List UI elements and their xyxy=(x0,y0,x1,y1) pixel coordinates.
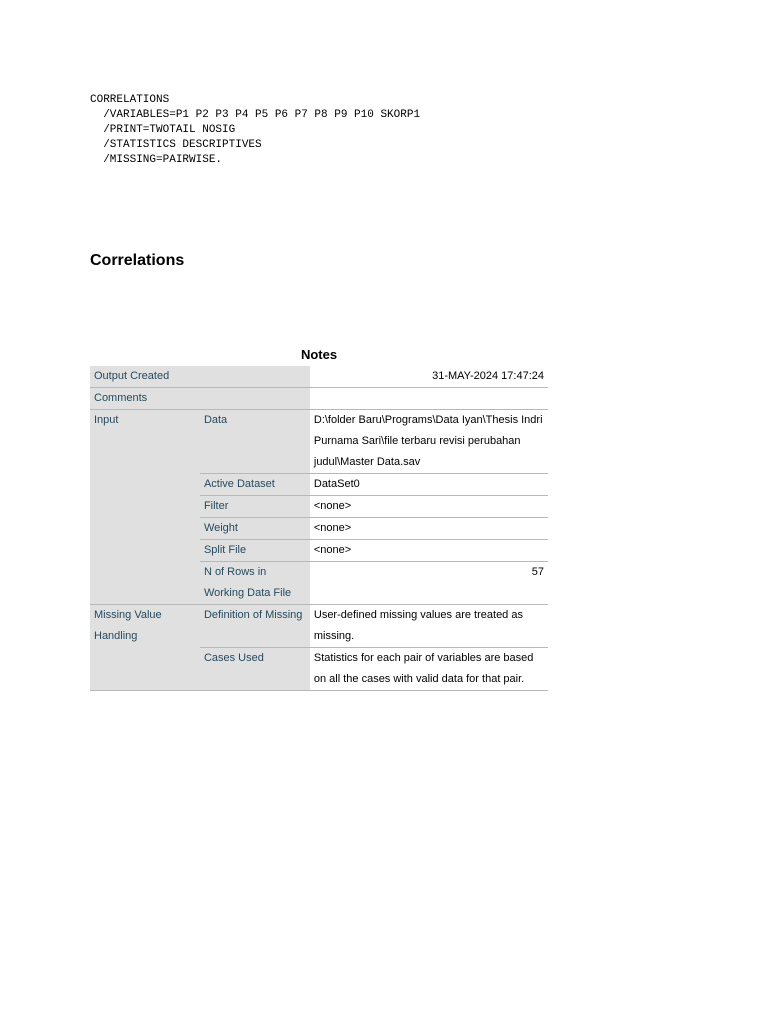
syntax-block xyxy=(90,93,420,168)
row-label-input: Input xyxy=(90,410,200,605)
row-label-definition-of-missing: Definition of Missing xyxy=(200,605,310,648)
table-row xyxy=(90,388,548,410)
value-comments xyxy=(310,388,548,410)
syntax-line: /MISSING=PAIRWISE. xyxy=(90,154,223,166)
row-label-active-dataset: Active Dataset xyxy=(200,474,310,496)
value-cases-used: Statistics for each pair of variables are based on all the cases with valid data for that pair. xyxy=(310,648,548,691)
section-heading: Correlations xyxy=(90,252,185,269)
value-active-dataset: DataSet0 xyxy=(310,474,548,496)
table-row xyxy=(90,366,548,388)
value-definition-of-missing: User-defined missing values are treated as missing. xyxy=(310,605,548,648)
row-label-data: Data xyxy=(200,410,310,474)
table-row xyxy=(90,605,548,648)
row-label-split-file: Split File xyxy=(200,540,310,562)
value-n-rows: 57 xyxy=(310,562,548,605)
value-data: D:\folder Baru\Programs\Data Iyan\Thesis Indri Purnama Sari\file terbaru revisi perubahan judul\Master Data.sav xyxy=(310,410,548,474)
row-label-missing-value-handling: Missing Value Handling xyxy=(90,605,200,691)
notes-table xyxy=(90,366,548,691)
notes-table-title: Notes xyxy=(300,347,338,362)
row-label-cases-used: Cases Used xyxy=(200,648,310,691)
value-split-file: <none> xyxy=(310,540,548,562)
value-output-created: 31-MAY-2024 17:47:24 xyxy=(310,366,548,388)
row-label-comments: Comments xyxy=(90,388,310,410)
value-filter: <none> xyxy=(310,496,548,518)
row-label-output-created: Output Created xyxy=(90,366,310,388)
row-label-n-rows: N of Rows in Working Data File xyxy=(200,562,310,605)
syntax-line: /STATISTICS DESCRIPTIVES xyxy=(90,139,262,151)
row-label-filter: Filter xyxy=(200,496,310,518)
table-row xyxy=(90,410,548,474)
syntax-line: /VARIABLES=P1 P2 P3 P4 P5 P6 P7 P8 P9 P10 SKORP1 xyxy=(90,109,421,121)
syntax-line: CORRELATIONS xyxy=(90,94,170,106)
syntax-line: /PRINT=TWOTAIL NOSIG xyxy=(90,124,236,136)
value-weight: <none> xyxy=(310,518,548,540)
row-label-weight: Weight xyxy=(200,518,310,540)
